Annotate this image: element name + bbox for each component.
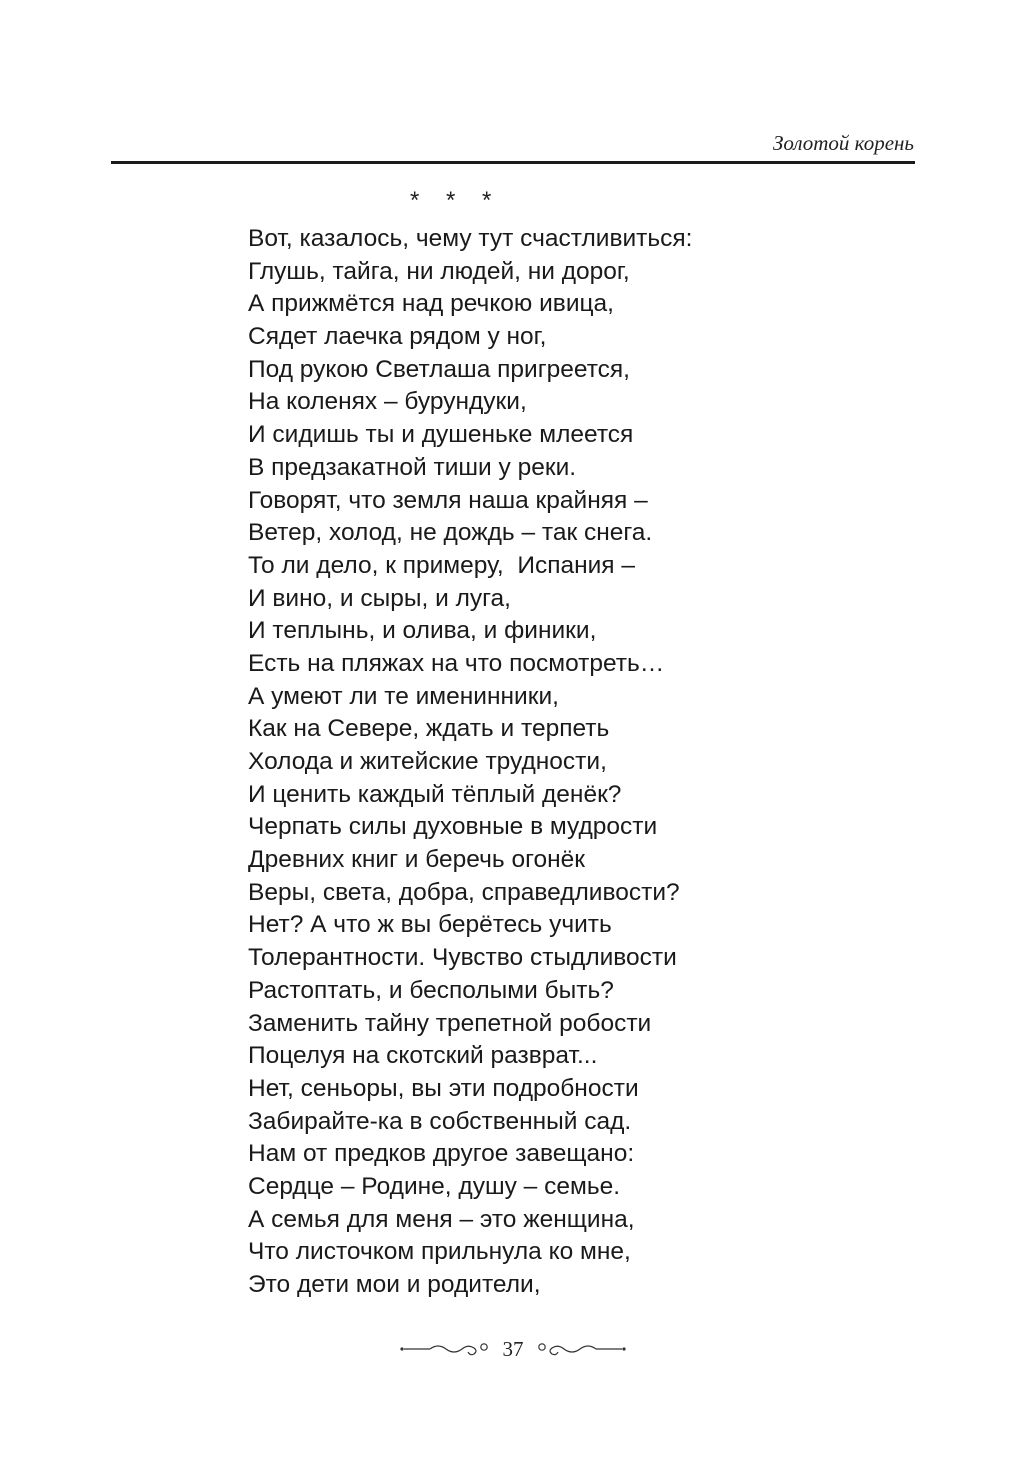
poem-line: Как на Севере, ждать и терпеть: [248, 715, 610, 743]
poem-line: Древних книг и беречь огонёк: [248, 846, 585, 874]
poem-line: Вот, казалось, чему тут счастливиться:: [248, 225, 693, 252]
poem-line: Растоптать, и бесполыми быть?: [248, 976, 614, 1004]
poem-line: А семья для меня – это женщина,: [248, 1205, 635, 1233]
poem-line: Нет? А что ж вы берётесь учить: [248, 911, 612, 939]
poem-line: И сидишь ты и душеньке млеется: [248, 421, 634, 449]
running-header-title: Золотой корень: [772, 131, 914, 155]
poem-line: Глушь, тайга, ни людей, ни дорог,: [248, 257, 630, 285]
poem-separator: * * *: [410, 187, 502, 214]
poem-line: А умеют ли те именинники,: [248, 682, 559, 710]
poem-line: И теплынь, и олива, и финики,: [248, 617, 597, 645]
page-number: 37: [502, 1337, 524, 1361]
poem-line: И вино, и сыры, и луга,: [248, 584, 511, 612]
poem-line: Сядет лаечка рядом у ног,: [248, 323, 547, 351]
poem-line: Что листочком прильнула ко мне,: [248, 1238, 631, 1266]
poem-line: Нам от предков другое завещано:: [248, 1140, 635, 1168]
poem-line: Ветер, холод, не дождь – так снега.: [248, 519, 653, 547]
poem-line: Сердце – Родине, душу – семье.: [248, 1172, 621, 1200]
header-rule: [111, 161, 915, 164]
poem-line: Есть на пляжах на что посмотреть…: [248, 649, 665, 677]
poem-line: Веры, света, добра, справедливости?: [248, 878, 680, 906]
poem-line: Это дети мои и родители,: [248, 1271, 541, 1298]
poem-line: На коленях – бурундуки,: [248, 388, 527, 416]
poem-line: И ценить каждый тёплый денёк?: [248, 780, 622, 808]
poem-line: В предзакатной тиши у реки.: [248, 453, 577, 481]
poem-line: То ли дело, к примеру, Испания –: [248, 551, 635, 579]
poem-line: Черпать силы духовные в мудрости: [248, 813, 658, 841]
poem-line: Нет, сеньоры, вы эти подробности: [248, 1074, 639, 1102]
poem-line: Забирайте-ка в собственный сад.: [248, 1107, 632, 1135]
poem-line: А прижмётся над речкою ивица,: [248, 290, 614, 318]
poem-line: Холода и житейские трудности,: [248, 748, 607, 775]
poem-line: Говорят, что земля наша крайняя –: [248, 486, 648, 514]
poem-line: Толерантности. Чувство стыдливости: [248, 944, 677, 972]
poem-body: [248, 223, 692, 1302]
poem-line: Заменить тайну трепетной робости: [248, 1009, 652, 1037]
poem-line: Поцелуя на скотский разврат...: [248, 1042, 598, 1070]
poem-line: Под рукою Светлаша пригреется,: [248, 355, 630, 383]
